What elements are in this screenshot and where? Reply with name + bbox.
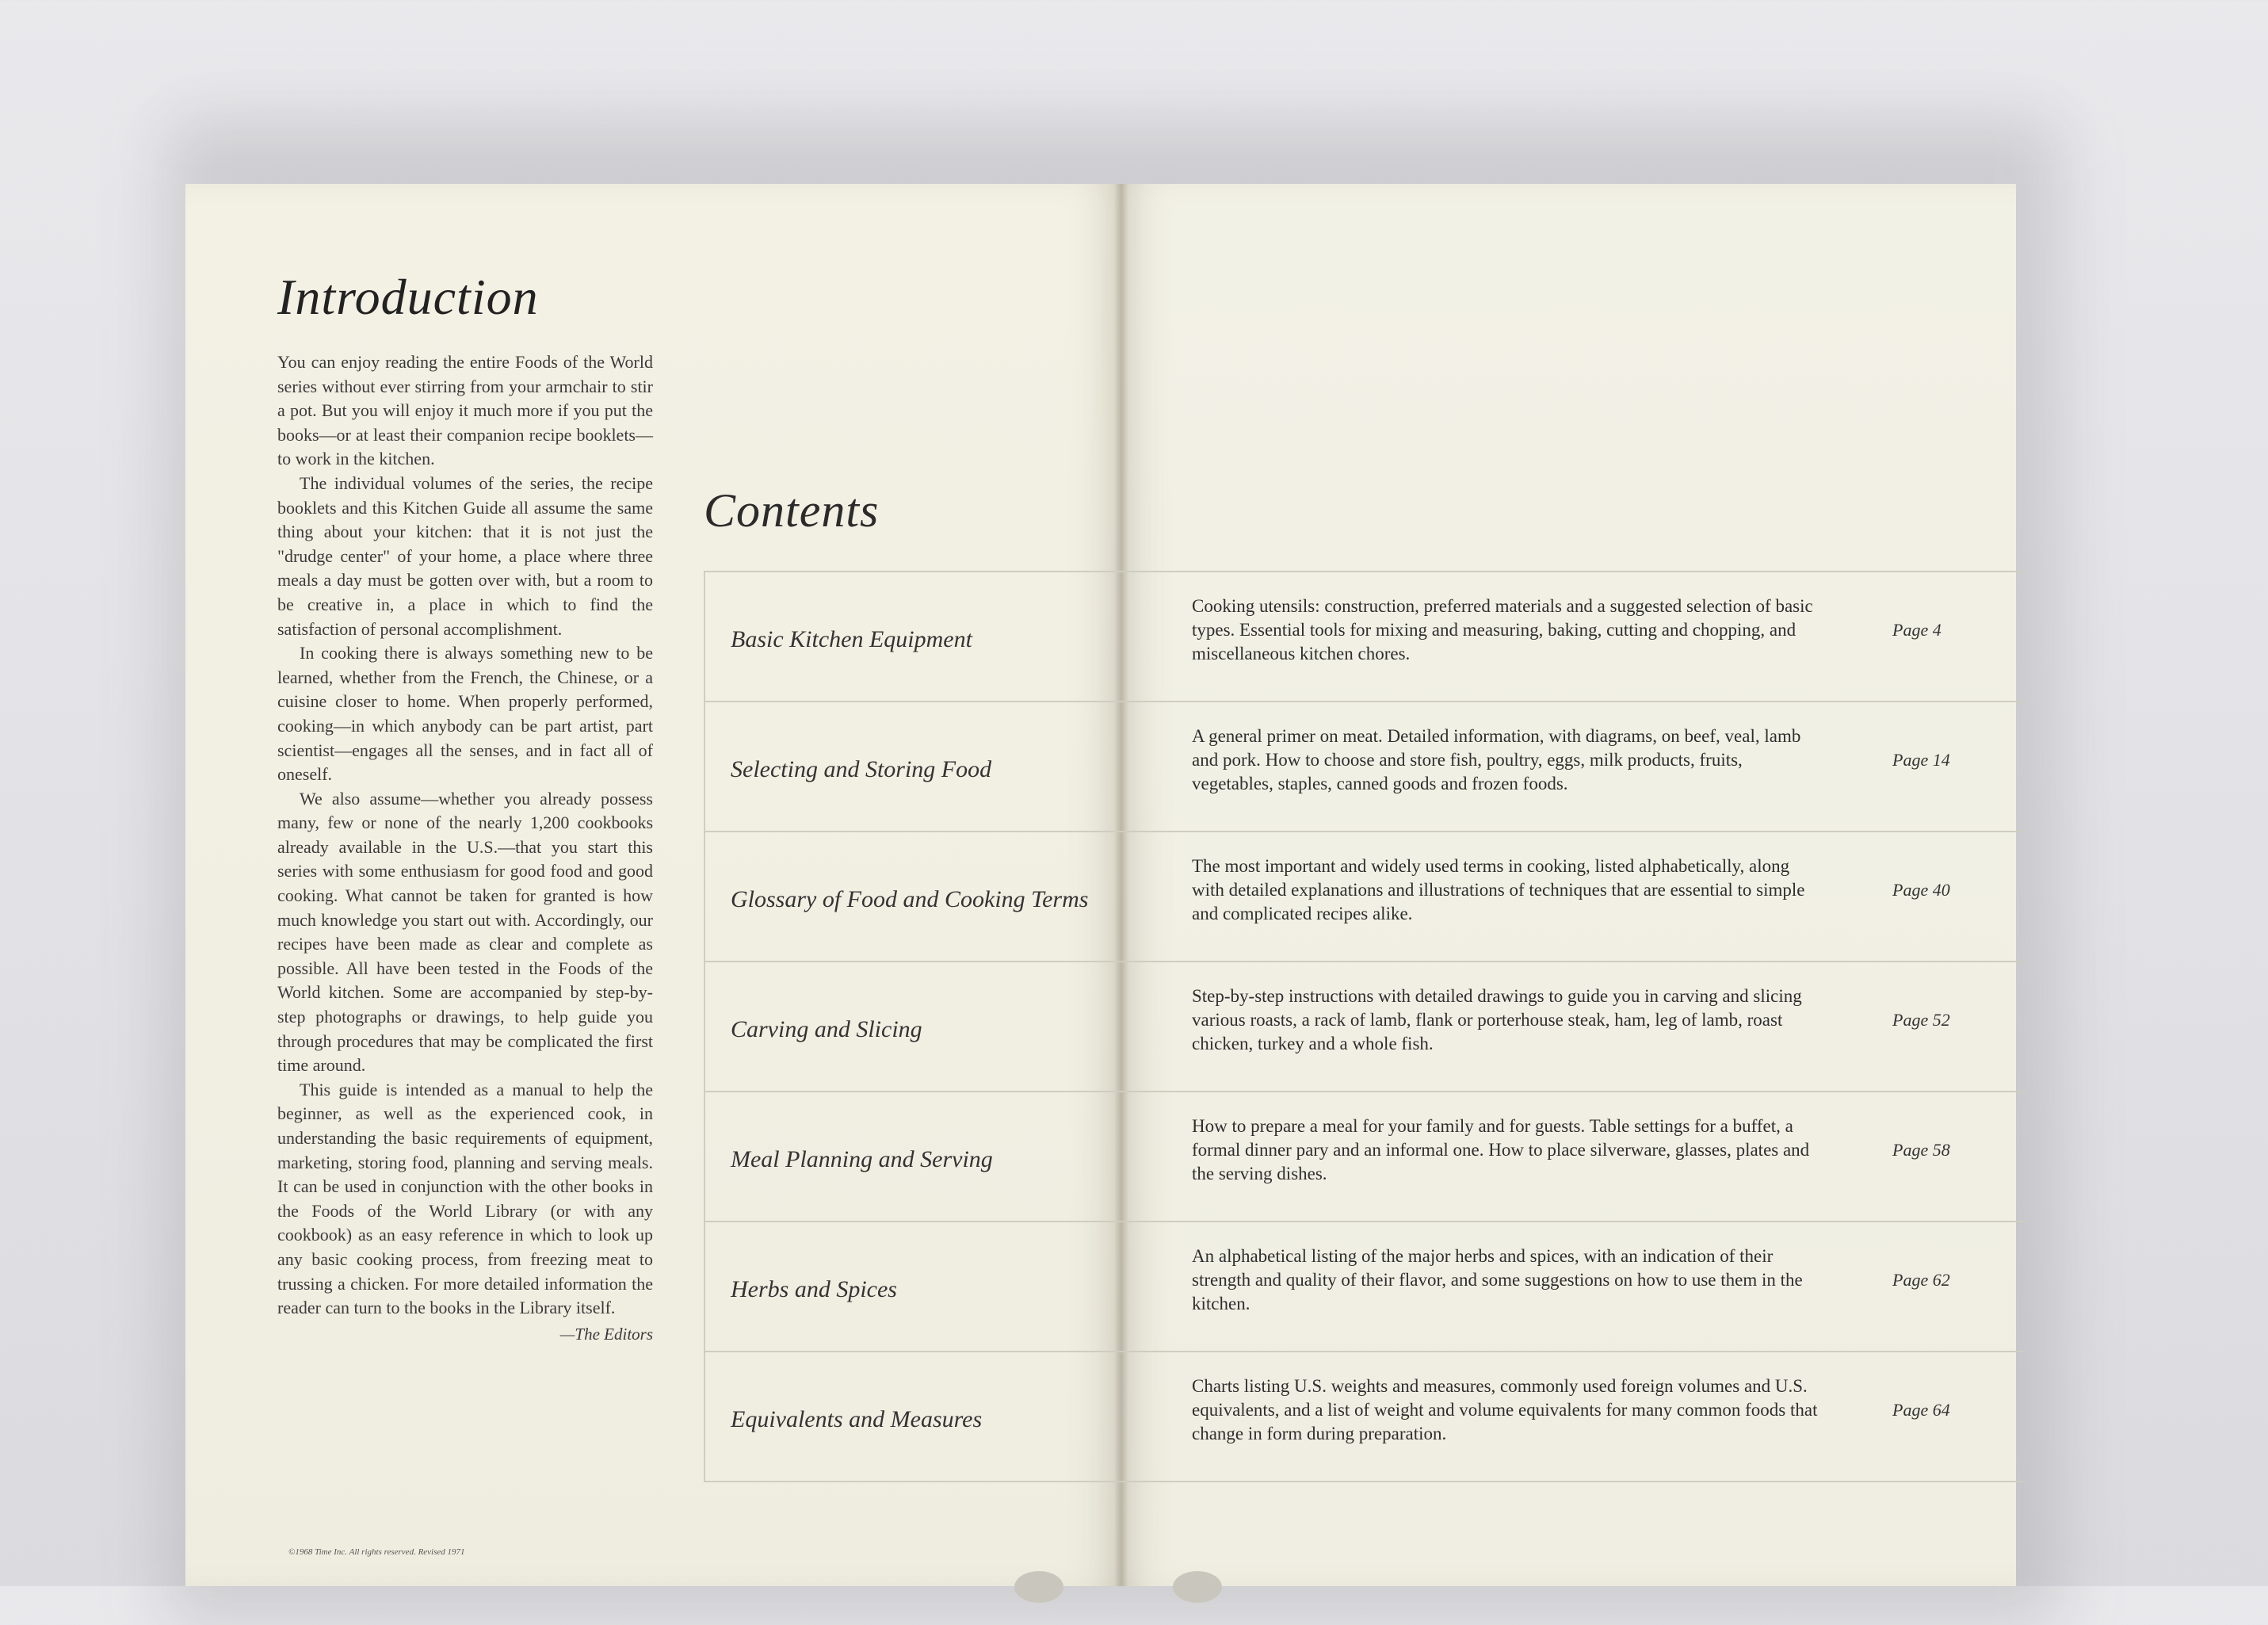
binding-hole [1173, 1571, 1222, 1603]
table-of-contents [704, 571, 2026, 1482]
contents-title: Contents [704, 484, 880, 537]
toc-page-number: Page 4 [1892, 620, 1942, 640]
toc-page-number: Page 58 [1892, 1140, 1950, 1160]
toc-title: Herbs and Spices [731, 1276, 897, 1302]
toc-row[interactable] [704, 1351, 2026, 1482]
toc-description: Step-by-step instructions with detailed drawings to guide you in carving and slicing various roasts, a rack of lamb, flank or porterhouse steak, ham, leg of lamb, roast chicken, turkey and a whole fish. [1192, 986, 1802, 1053]
copyright-notice: ©1968 Time Inc. All rights reserved. Revised 1971 [288, 1547, 465, 1557]
toc-page-number: Page 40 [1892, 880, 1950, 900]
intro-paragraph: The individual volumes of the series, the recipe booklets and this Kitchen Guide all assume the same thing about your kitchen: that it is not just the "drudge center" of your home, a place where three meals a day must be gotten over with, but a room to be creative in, a place in which to find the satisfaction of personal accomplishment. [277, 472, 653, 639]
toc-description: The most important and widely used terms in cooking, listed alphabetically, along with detailed explanations and illustrations of techniques that are essential to simple and complicated recipes alike. [1192, 856, 1805, 923]
introduction-body [277, 350, 653, 1346]
intro-paragraph: This guide is intended as a manual to help the beginner, as well as the experienced cook, in understanding the basic requirements of equipment, marketing, storing food, planning and serving meals. It can be used in conjunction with the other books in the Foods of the World Library (or with any cookbook) as an easy reference in which to look up any basic cooking process, from freezing meat to trussing a chicken. For more detailed information the reader can turn to the books in the Library itself. [277, 1079, 653, 1318]
toc-row[interactable] [704, 831, 2026, 961]
intro-paragraph: We also assume—whether you already possess many, few or none of the nearly 1,200 cookbooks already available in the U.S.—that you start this series with some enthusiasm for good food and good cooking. What cannot be taken for granted is how much knowledge you start out with. Accordingly, our recipes have been made as clear and complete as possible. All have been tested in the Foods of the World kitchen. Some are accompanied by step-by-step photographs or drawings, to help guide you through procedures that may be complicated the first time around. [277, 788, 653, 1076]
toc-description: Charts listing U.S. weights and measures, commonly used foreign volumes and U.S. equivalents, and a list of weight and volume equivalents for many common foods that change in form during preparation. [1192, 1376, 1818, 1443]
toc-description: Cooking utensils: construction, preferred materials and a suggested selection of basic types. Essential tools for mixing and measuring, baking, cutting and chopping, and miscellaneous kitchen chores. [1192, 596, 1813, 663]
toc-title: Selecting and Storing Food [731, 756, 992, 782]
editors-signature: —The Editors [559, 1324, 653, 1344]
toc-page-number: Page 62 [1892, 1270, 1950, 1290]
introduction-title: Introduction [277, 269, 539, 325]
toc-page-number: Page 64 [1892, 1400, 1950, 1420]
toc-title: Glossary of Food and Cooking Terms [731, 886, 1089, 912]
toc-title: Basic Kitchen Equipment [731, 626, 972, 652]
toc-title: Meal Planning and Serving [731, 1146, 993, 1172]
toc-description: A general primer on meat. Detailed information, with diagrams, on beef, veal, lamb and pork. How to choose and store fish, poultry, eggs, milk products, fruits, vegetables, staples, canned goods and frozen foods. [1192, 726, 1801, 793]
toc-row[interactable] [704, 571, 2026, 701]
toc-row[interactable] [704, 701, 2026, 831]
binding-hole [1014, 1571, 1063, 1603]
intro-paragraph: In cooking there is always something new to be learned, whether from the French, the Chinese, or a cuisine closer to home. When properly performed, cooking—in which anybody can be part artist, part scientist—engages all the senses, and in fact all of oneself. [277, 643, 653, 785]
toc-title: Equivalents and Measures [731, 1406, 983, 1432]
toc-row[interactable] [704, 961, 2026, 1091]
intro-paragraph: You can enjoy reading the entire Foods of the World series without ever stirring from your armchair to stir a pot. But you will enjoy it much more if you put the books—or at least their companion recipe booklets—to work in the kitchen. [277, 352, 653, 469]
toc-page-number: Page 52 [1892, 1010, 1950, 1030]
toc-description: How to prepare a meal for your family and for guests. Table settings for a buffet, a formal dinner pary and an informal one. How to place silverware, glasses, plates and the serving dishes. [1192, 1116, 1810, 1183]
toc-row[interactable] [704, 1091, 2026, 1221]
toc-title: Carving and Slicing [731, 1016, 922, 1042]
toc-description: An alphabetical listing of the major herbs and spices, with an indication of their strength and quality of their flavor, and some suggestions on how to use them in the kitchen. [1192, 1246, 1803, 1313]
toc-row[interactable] [704, 1221, 2026, 1351]
toc-page-number: Page 14 [1892, 750, 1950, 770]
